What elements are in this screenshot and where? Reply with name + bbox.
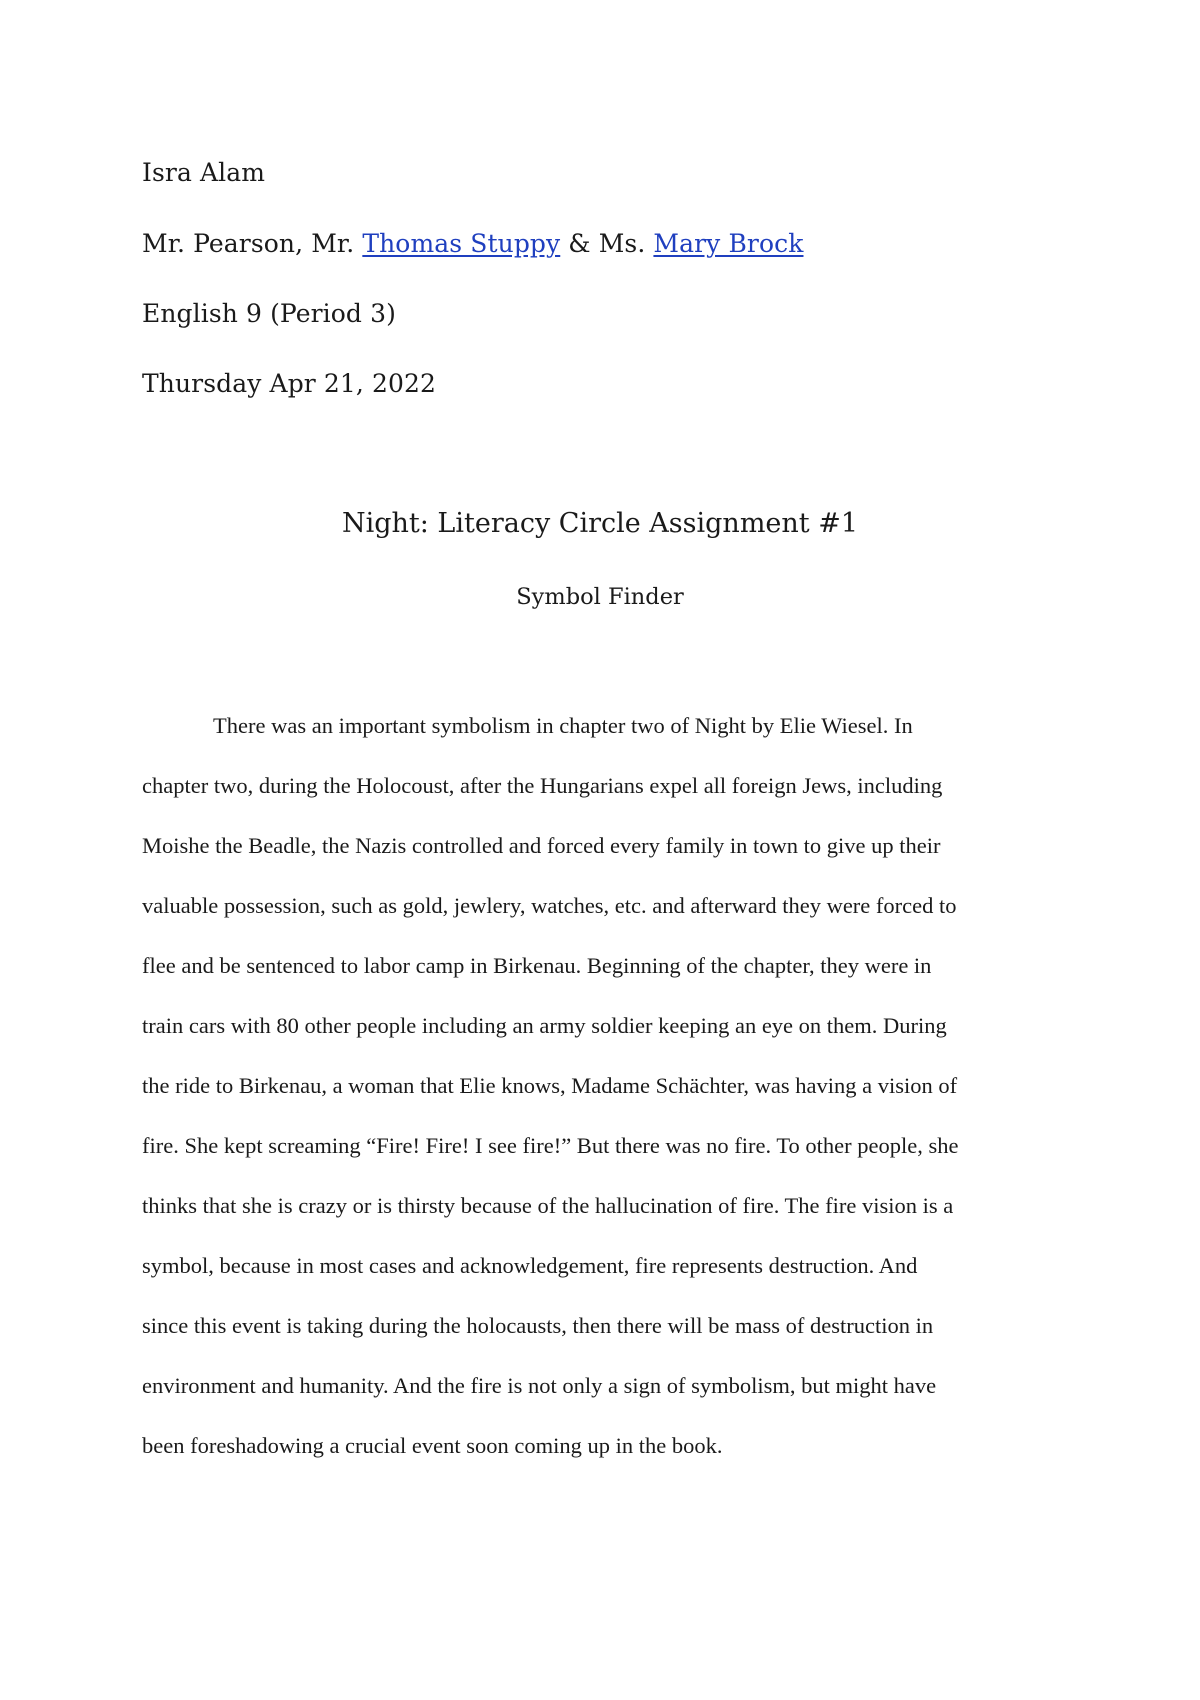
assignment-date: Thursday Apr 21, 2022 bbox=[142, 369, 437, 398]
body-line: fire. She kept screaming “Fire! Fire! I see fire!” But there was no fire. To other people, she bbox=[142, 1133, 959, 1158]
body-line: valuable possession, such as gold, jewlery, watches, etc. and afterward they were forced to bbox=[142, 893, 957, 918]
body-line: symbol, because in most cases and acknowledgement, fire represents destruction. And bbox=[142, 1253, 918, 1278]
body-line: Moishe the Beadle, the Nazis controlled and forced every family in town to give up their bbox=[142, 833, 941, 858]
body-line: There was an important symbolism in chapter two of Night by Elie Wiesel. In bbox=[213, 713, 913, 738]
document-subtitle: Symbol Finder bbox=[516, 584, 684, 610]
body-line: train cars with 80 other people including an army soldier keeping an eye on them. During bbox=[142, 1013, 947, 1038]
class-period: English 9 (Period 3) bbox=[142, 299, 396, 328]
body-line: environment and humanity. And the fire is not only a sign of symbolism, but might have bbox=[142, 1373, 937, 1398]
teachers-prefix: Mr. Pearson, Mr. bbox=[142, 229, 363, 258]
teacher-link-thomas-stuppy[interactable]: Thomas Stuppy bbox=[362, 229, 561, 258]
body-line: been foreshadowing a crucial event soon coming up in the book. bbox=[142, 1433, 723, 1458]
body-line: thinks that she is crazy or is thirsty because of the hallucination of fire. The fire vision is a bbox=[142, 1193, 954, 1218]
teacher-link-mary-brock[interactable]: Mary Brock bbox=[653, 229, 804, 258]
body-line: flee and be sentenced to labor camp in Birkenau. Beginning of the chapter, they were in bbox=[142, 953, 932, 978]
teachers-middle: & Ms. bbox=[560, 229, 654, 258]
document-title: Night: Literacy Circle Assignment #1 bbox=[341, 508, 859, 539]
teachers-line bbox=[142, 228, 803, 260]
body-line: chapter two, during the Holocoust, after the Hungarians expel all foreign Jews, including bbox=[142, 773, 943, 798]
body-line: the ride to Birkenau, a woman that Elie knows, Madame Schächter, was having a vision of bbox=[142, 1073, 958, 1098]
body-line: since this event is taking during the holocausts, then there will be mass of destruction in bbox=[142, 1313, 934, 1338]
student-name: Isra Alam bbox=[142, 158, 266, 187]
